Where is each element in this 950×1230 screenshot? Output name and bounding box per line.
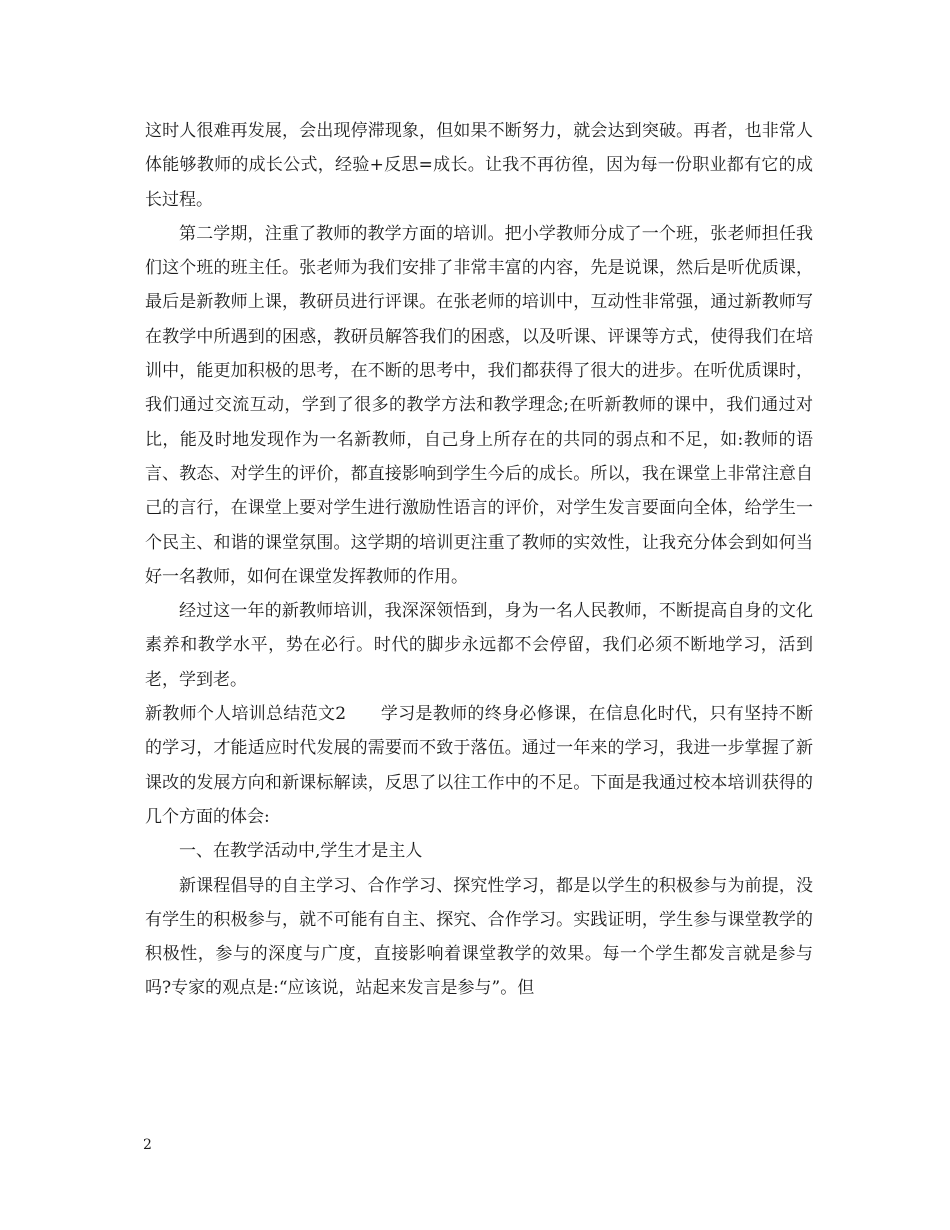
section-heading-1: 一、在教学活动中,学生才是主人 [179, 841, 423, 862]
paragraph-4-section-start: 新教师个人培训总结范文2 学习是教师的终身必修课，在信息化时代，只有坚持不断的学习，才能适应时代发展的需要而不致于落伍。通过一年来的学习，我进一步掌握了新课改的发展方向和新课标解读，反思了以往工作中的不足。下面是我通过校本培训获得的几个方面的体会: [145, 704, 813, 827]
document-body [145, 114, 813, 1006]
paragraph-3: 经过这一年的新教师培训，我深深领悟到，身为一名人民教师，不断提高自身的文化素养和教学水平，势在必行。时代的脚步永远都不会停留，我们必须不断地学习，活到老，学到老。 [145, 601, 813, 690]
paragraph-6: 新课程倡导的自主学习、合作学习、探究性学习，都是以学生的积极参与为前提，没有学生的积极参与，就不可能有自主、探究、合作学习。实践证明，学生参与课堂教学的积极性，参与的深度与广度，直接影响着课堂教学的效果。每一个学生都发言就是参与吗?专家的观点是:“应该说，站起来发言是参与”。但 [145, 875, 813, 999]
paragraph-2: 第二学期，注重了教师的教学方面的培训。把小学教师分成了一个班，张老师担任我们这个班的班主任。张老师为我们安排了非常丰富的内容，先是说课，然后是听优质课，最后是新教师上课，教研员进行评课。在张老师的培训中，互动性非常强，通过新教师写在教学中所遇到的困惑，教研员解答我们的困惑，以及听课、评课等方式，使得我们在培训中，能更加积极的思考，在不断的思考中，我们都获得了很大的进步。在听优质课时，我们通过交流互动，学到了很多的教学方法和教学理念;在听新教师的课中，我们通过对比，能及时地发现作为一名新教师，自己身上所存在的共同的弱点和不足，如:教师的语言、教态、对学生的评价，都直接影响到学生今后的成长。所以，我在课堂上非常注意自己的言行，在课堂上要对学生进行激励性语言的评价，对学生发言要面向全体，给学生一个民主、和谐的课堂氛围。这学期的培训更注重了教师的实效性，让我充分体会到如何当好一名教师，如何在课堂发挥教师的作用。 [145, 223, 813, 587]
paragraph-1: 这时人很难再发展，会出现停滞现象，但如果不断努力，就会达到突破。再者，也非常人体能够教师的成长公式，经验+反思=成长。让我不再彷徨，因为每一份职业都有它的成长过程。 [145, 121, 813, 210]
page-number: 2 [143, 1137, 152, 1153]
